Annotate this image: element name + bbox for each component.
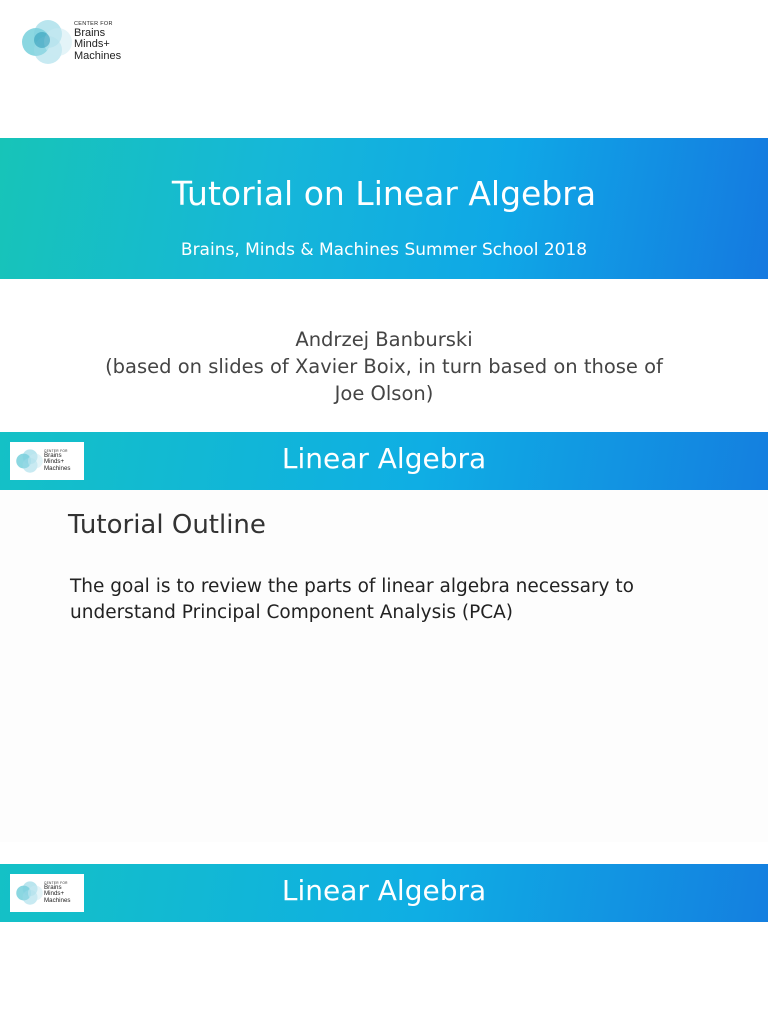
header-title: Linear Algebra	[281, 874, 487, 907]
slide-header	[0, 432, 768, 490]
logo-brains: Brains	[74, 26, 106, 39]
cbmm-logo	[14, 12, 144, 72]
slide-subtitle: Brains, Minds & Machines Summer School 2018	[180, 240, 588, 260]
logo-minds: Minds+	[44, 890, 65, 898]
author-note: (based on slides of Xavier Boix, in turn based on those of Joe Olson)	[105, 355, 663, 405]
author-block	[0, 326, 768, 407]
slide-title: Tutorial on Linear Algebra	[171, 174, 597, 213]
logo-machines: Machines	[44, 896, 71, 904]
logo-brains: Brains	[44, 451, 62, 459]
logo-center-for: CENTER FOR	[44, 880, 68, 885]
author-name: Andrzej Banburski	[295, 328, 473, 351]
header-title: Linear Algebra	[281, 442, 487, 475]
logo-minds: Minds+	[74, 38, 110, 51]
logo-machines: Machines	[74, 49, 122, 62]
slide-body	[0, 490, 768, 842]
logo-machines: Machines	[44, 464, 71, 472]
logo-brains: Brains	[44, 883, 62, 891]
outline-heading: Tutorial Outline	[68, 510, 266, 540]
cbmm-circles-icon	[14, 12, 78, 72]
title-banner	[0, 138, 768, 279]
slide-header	[0, 864, 768, 922]
logo-minds: Minds+	[44, 458, 65, 466]
logo-center-for: CENTER FOR	[44, 448, 68, 453]
outline-text: The goal is to review the parts of linear algebra necessary to understand Principal Component Analysis (PCA)	[70, 576, 634, 623]
logo-center-for: CENTER FOR	[74, 20, 113, 27]
